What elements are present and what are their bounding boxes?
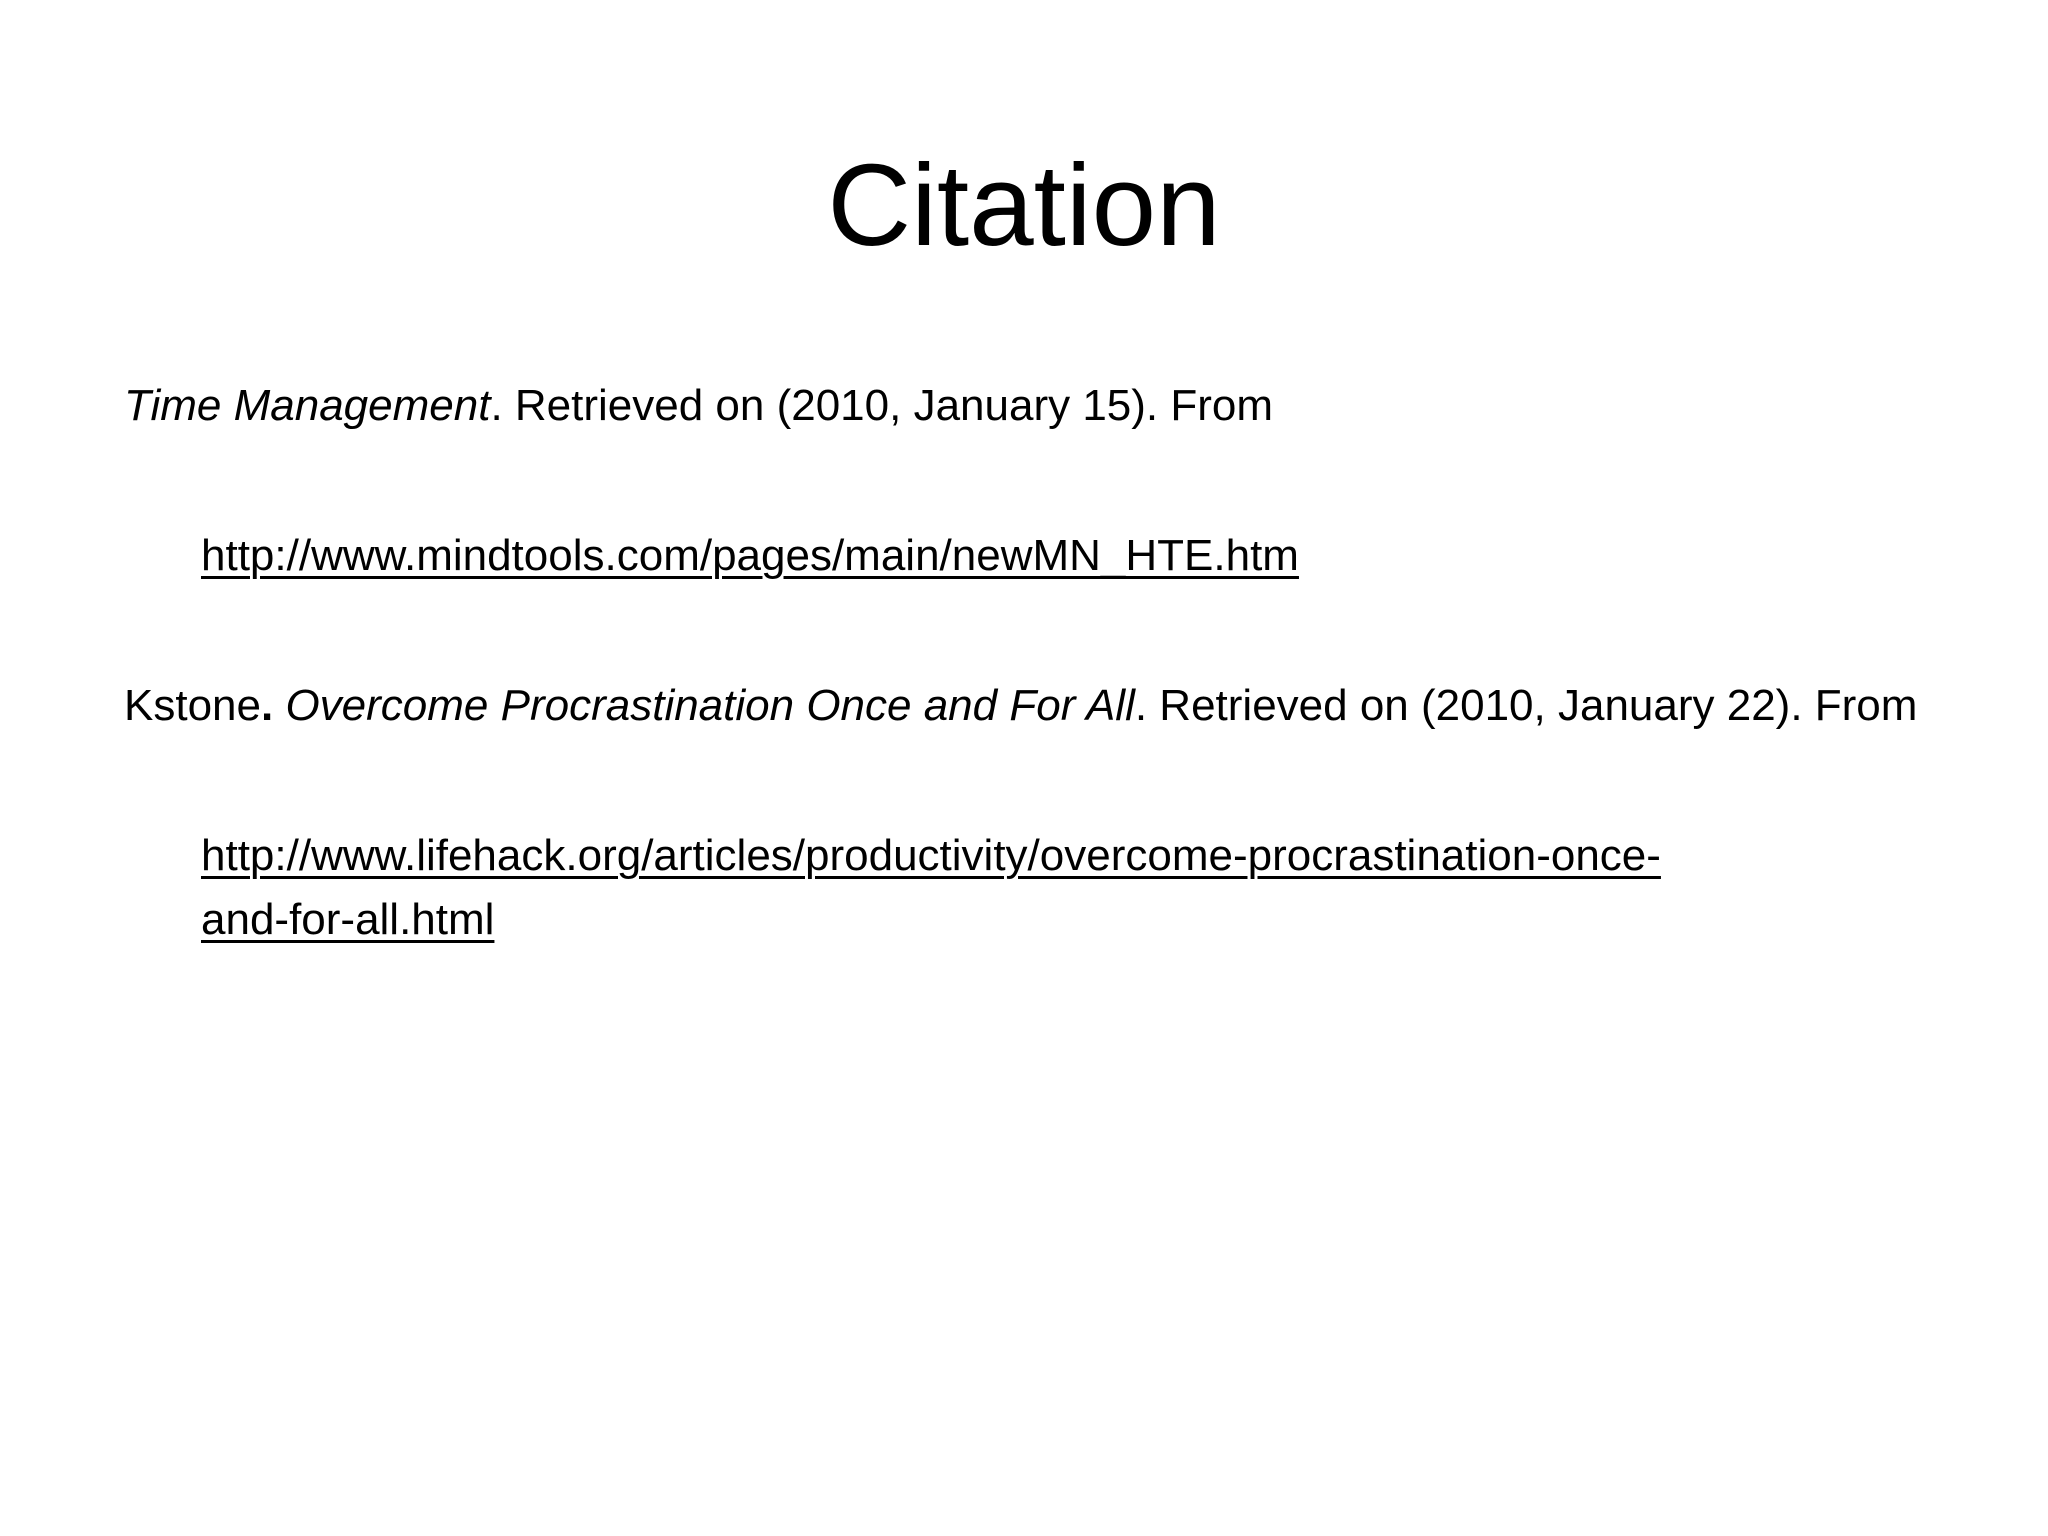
citation-list — [124, 374, 1924, 952]
citation-2-author: Kstone — [124, 681, 261, 730]
citation-2-link[interactable] — [201, 831, 1661, 944]
citation-2 — [124, 674, 1924, 738]
citation-1 — [124, 374, 1924, 438]
citation-2-link-part-2: and-for-all.html — [201, 895, 495, 944]
citation-2-url-line — [124, 824, 1924, 952]
citation-1-url-line — [124, 524, 1924, 588]
citation-2-author-sep: . — [260, 681, 274, 730]
citation-2-title: Overcome Procrastination Once and For All — [285, 681, 1135, 730]
citation-1-title: Time Management — [124, 381, 491, 430]
citation-2-link-part-1: http://www.lifehack.org/articles/productivity/overcome-procrastination-once- — [201, 831, 1661, 880]
slide-title: Citation — [827, 140, 1221, 270]
citation-1-link[interactable]: http://www.mindtools.com/pages/main/newMN_HTE.htm — [201, 531, 1299, 580]
citation-2-retrieved: . Retrieved on (2010, January 22). From — [1134, 681, 1918, 730]
citation-1-retrieved: . Retrieved on (2010, January 15). From — [490, 381, 1274, 430]
